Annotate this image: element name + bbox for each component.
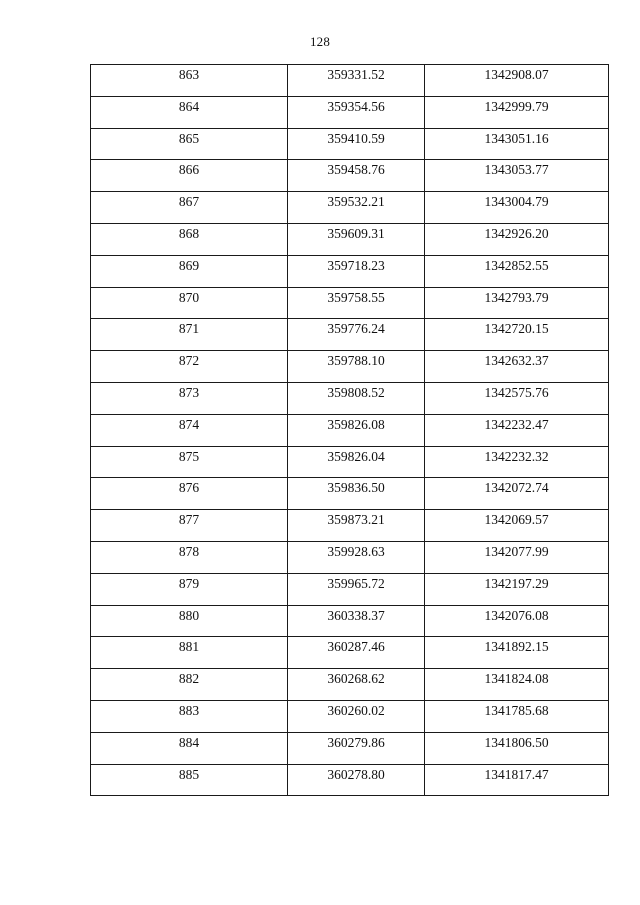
table-row bbox=[91, 510, 609, 542]
x-coordinate-cell: 360287.46 bbox=[288, 637, 425, 669]
point-number-cell: 880 bbox=[91, 605, 288, 637]
table-row bbox=[91, 732, 609, 764]
y-coordinate-cell: 1342632.37 bbox=[425, 351, 609, 383]
point-number-cell: 869 bbox=[91, 255, 288, 287]
y-coordinate-cell: 1341785.68 bbox=[425, 700, 609, 732]
table-row bbox=[91, 669, 609, 701]
coordinate-table bbox=[90, 64, 609, 796]
y-coordinate-cell: 1343053.77 bbox=[425, 160, 609, 192]
point-number-cell: 875 bbox=[91, 446, 288, 478]
point-number-cell: 883 bbox=[91, 700, 288, 732]
y-coordinate-cell: 1342197.29 bbox=[425, 573, 609, 605]
point-number-cell: 885 bbox=[91, 764, 288, 796]
table-row bbox=[91, 96, 609, 128]
table-row bbox=[91, 287, 609, 319]
y-coordinate-cell: 1342072.74 bbox=[425, 478, 609, 510]
y-coordinate-cell: 1342076.08 bbox=[425, 605, 609, 637]
x-coordinate-cell: 359532.21 bbox=[288, 192, 425, 224]
point-number-cell: 881 bbox=[91, 637, 288, 669]
x-coordinate-cell: 359776.24 bbox=[288, 319, 425, 351]
point-number-cell: 863 bbox=[91, 65, 288, 97]
point-number-cell: 874 bbox=[91, 414, 288, 446]
x-coordinate-cell: 359808.52 bbox=[288, 382, 425, 414]
table-row bbox=[91, 160, 609, 192]
table-row bbox=[91, 351, 609, 383]
y-coordinate-cell: 1342077.99 bbox=[425, 541, 609, 573]
x-coordinate-cell: 359758.55 bbox=[288, 287, 425, 319]
y-coordinate-cell: 1342575.76 bbox=[425, 382, 609, 414]
y-coordinate-cell: 1342720.15 bbox=[425, 319, 609, 351]
point-number-cell: 876 bbox=[91, 478, 288, 510]
x-coordinate-cell: 359609.31 bbox=[288, 223, 425, 255]
table-row bbox=[91, 65, 609, 97]
y-coordinate-cell: 1343051.16 bbox=[425, 128, 609, 160]
point-number-cell: 871 bbox=[91, 319, 288, 351]
y-coordinate-cell: 1341806.50 bbox=[425, 732, 609, 764]
point-number-cell: 879 bbox=[91, 573, 288, 605]
x-coordinate-cell: 359354.56 bbox=[288, 96, 425, 128]
table-row bbox=[91, 573, 609, 605]
table-row bbox=[91, 255, 609, 287]
table-row bbox=[91, 605, 609, 637]
table-body bbox=[91, 65, 609, 796]
x-coordinate-cell: 360278.80 bbox=[288, 764, 425, 796]
x-coordinate-cell: 360260.02 bbox=[288, 700, 425, 732]
point-number-cell: 865 bbox=[91, 128, 288, 160]
point-number-cell: 884 bbox=[91, 732, 288, 764]
table-row bbox=[91, 319, 609, 351]
x-coordinate-cell: 359965.72 bbox=[288, 573, 425, 605]
table-row bbox=[91, 382, 609, 414]
point-number-cell: 878 bbox=[91, 541, 288, 573]
x-coordinate-cell: 360338.37 bbox=[288, 605, 425, 637]
y-coordinate-cell: 1342793.79 bbox=[425, 287, 609, 319]
y-coordinate-cell: 1342926.20 bbox=[425, 223, 609, 255]
y-coordinate-cell: 1343004.79 bbox=[425, 192, 609, 224]
table-row bbox=[91, 541, 609, 573]
x-coordinate-cell: 359928.63 bbox=[288, 541, 425, 573]
point-number-cell: 866 bbox=[91, 160, 288, 192]
y-coordinate-cell: 1342069.57 bbox=[425, 510, 609, 542]
page-number: 128 bbox=[309, 34, 331, 49]
x-coordinate-cell: 359826.04 bbox=[288, 446, 425, 478]
table-row bbox=[91, 700, 609, 732]
y-coordinate-cell: 1342908.07 bbox=[425, 65, 609, 97]
table-row bbox=[91, 637, 609, 669]
y-coordinate-cell: 1342852.55 bbox=[425, 255, 609, 287]
point-number-cell: 867 bbox=[91, 192, 288, 224]
x-coordinate-cell: 359873.21 bbox=[288, 510, 425, 542]
y-coordinate-cell: 1342999.79 bbox=[425, 96, 609, 128]
point-number-cell: 872 bbox=[91, 351, 288, 383]
x-coordinate-cell: 360279.86 bbox=[288, 732, 425, 764]
x-coordinate-cell: 359826.08 bbox=[288, 414, 425, 446]
x-coordinate-cell: 359410.59 bbox=[288, 128, 425, 160]
table-row bbox=[91, 128, 609, 160]
point-number-cell: 882 bbox=[91, 669, 288, 701]
point-number-cell: 864 bbox=[91, 96, 288, 128]
y-coordinate-cell: 1341817.47 bbox=[425, 764, 609, 796]
table-row bbox=[91, 192, 609, 224]
y-coordinate-cell: 1341824.08 bbox=[425, 669, 609, 701]
y-coordinate-cell: 1341892.15 bbox=[425, 637, 609, 669]
table-row bbox=[91, 414, 609, 446]
x-coordinate-cell: 360268.62 bbox=[288, 669, 425, 701]
table-row bbox=[91, 764, 609, 796]
point-number-cell: 877 bbox=[91, 510, 288, 542]
table-row bbox=[91, 223, 609, 255]
x-coordinate-cell: 359836.50 bbox=[288, 478, 425, 510]
table-row bbox=[91, 446, 609, 478]
point-number-cell: 870 bbox=[91, 287, 288, 319]
x-coordinate-cell: 359458.76 bbox=[288, 160, 425, 192]
point-number-cell: 873 bbox=[91, 382, 288, 414]
x-coordinate-cell: 359718.23 bbox=[288, 255, 425, 287]
table-row bbox=[91, 478, 609, 510]
x-coordinate-cell: 359788.10 bbox=[288, 351, 425, 383]
y-coordinate-cell: 1342232.32 bbox=[425, 446, 609, 478]
point-number-cell: 868 bbox=[91, 223, 288, 255]
x-coordinate-cell: 359331.52 bbox=[288, 65, 425, 97]
y-coordinate-cell: 1342232.47 bbox=[425, 414, 609, 446]
